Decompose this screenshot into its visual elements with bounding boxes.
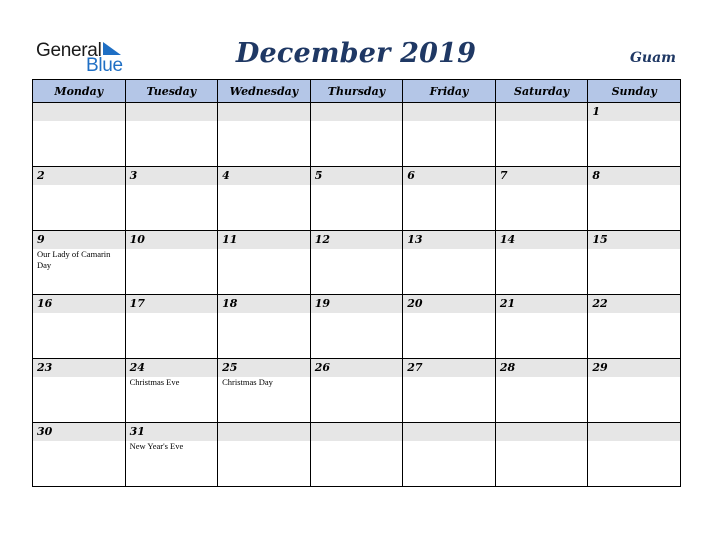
- day-cell[interactable]: [403, 423, 496, 487]
- weekday-header: Saturday: [495, 80, 588, 103]
- day-number-bar: [496, 423, 588, 441]
- day-number: 26: [314, 361, 330, 374]
- day-cell[interactable]: [495, 231, 588, 295]
- day-cell[interactable]: [495, 423, 588, 487]
- day-number: 5: [314, 169, 323, 182]
- day-number: 30: [37, 425, 53, 438]
- day-number-bar: [311, 423, 403, 441]
- day-number-bar: [311, 167, 403, 185]
- day-number: 12: [314, 233, 330, 246]
- day-number-bar: [311, 359, 403, 377]
- day-number: 6: [407, 169, 415, 182]
- day-number-bar: [311, 231, 403, 249]
- day-number: 31: [129, 425, 145, 438]
- day-number: 8: [592, 169, 601, 182]
- day-number: 13: [407, 233, 423, 246]
- day-number-bar: [496, 103, 588, 121]
- day-number-bar: [496, 359, 588, 377]
- day-number-bar: [126, 295, 218, 313]
- day-number: 28: [499, 361, 516, 374]
- day-number-bar: [403, 231, 495, 249]
- day-number: 21: [499, 297, 516, 310]
- day-cell[interactable]: [33, 231, 126, 295]
- day-number-bar: [218, 295, 310, 313]
- day-cell[interactable]: [33, 359, 126, 423]
- day-number-bar: [218, 167, 310, 185]
- day-number: 22: [592, 297, 608, 310]
- day-cell[interactable]: [588, 231, 681, 295]
- day-cell[interactable]: [588, 103, 681, 167]
- day-number: 10: [129, 233, 145, 246]
- day-number: 16: [37, 297, 53, 310]
- holiday-label: Our Lady of Camarin Day: [37, 249, 111, 270]
- day-number-bar: [588, 231, 680, 249]
- day-cell[interactable]: [588, 167, 681, 231]
- day-cell[interactable]: [310, 231, 403, 295]
- day-cell[interactable]: [125, 231, 218, 295]
- day-number-bar: [126, 167, 218, 185]
- page-title: December 2019: [235, 38, 477, 69]
- day-cell[interactable]: [218, 231, 311, 295]
- day-number-bar: [496, 167, 588, 185]
- day-cell[interactable]: [310, 295, 403, 359]
- day-cell[interactable]: [218, 167, 311, 231]
- holiday-label: Christmas Day: [222, 377, 273, 387]
- region-label: Guam: [629, 50, 676, 66]
- day-cell[interactable]: [403, 295, 496, 359]
- holiday-label: Christmas Eve: [129, 377, 180, 387]
- day-number: 29: [592, 361, 608, 374]
- day-cell[interactable]: [33, 295, 126, 359]
- weekday-header: Monday: [33, 80, 126, 103]
- day-cell[interactable]: [495, 295, 588, 359]
- day-number-bar: [311, 295, 403, 313]
- week-row: [33, 231, 681, 295]
- day-number: 7: [499, 169, 508, 182]
- day-number-bar: [403, 359, 495, 377]
- day-number-bar: [126, 359, 218, 377]
- day-number-bar: [33, 295, 125, 313]
- day-cell[interactable]: [218, 103, 311, 167]
- day-number: 1: [592, 105, 601, 118]
- day-number: 23: [37, 361, 53, 374]
- week-row: [33, 423, 681, 487]
- day-cell[interactable]: [125, 359, 218, 423]
- day-cell[interactable]: [33, 423, 126, 487]
- day-cell[interactable]: [310, 423, 403, 487]
- day-number-bar: [403, 167, 495, 185]
- weekday-header: Wednesday: [218, 80, 311, 103]
- day-number: 19: [314, 297, 330, 310]
- weekday-header: Thursday: [310, 80, 403, 103]
- day-number-bar: [126, 231, 218, 249]
- day-cell[interactable]: [495, 167, 588, 231]
- week-row: [33, 359, 681, 423]
- logo-text-general: General: [36, 40, 102, 61]
- day-number-bar: [218, 359, 310, 377]
- weekday-header-row: [33, 80, 681, 103]
- day-cell[interactable]: [125, 423, 218, 487]
- day-cell[interactable]: [588, 423, 681, 487]
- day-number-bar: [33, 103, 125, 121]
- day-cell[interactable]: [125, 167, 218, 231]
- weekday-header: Friday: [403, 80, 496, 103]
- day-number: 3: [129, 169, 138, 182]
- day-number: 17: [129, 297, 145, 310]
- day-number-bar: [588, 167, 680, 185]
- day-cell[interactable]: [588, 359, 681, 423]
- day-number: 14: [499, 233, 516, 246]
- day-number-bar: [403, 103, 495, 121]
- day-cell[interactable]: [218, 295, 311, 359]
- day-number: 20: [407, 297, 423, 310]
- day-number-bar: [126, 103, 218, 121]
- day-cell[interactable]: [403, 359, 496, 423]
- day-cell[interactable]: [33, 103, 126, 167]
- day-number-bar: [218, 423, 310, 441]
- day-number: 9: [37, 233, 45, 246]
- day-number: 2: [37, 169, 45, 182]
- day-number-bar: [33, 359, 125, 377]
- day-cell[interactable]: [218, 423, 311, 487]
- week-row: [33, 167, 681, 231]
- day-number-bar: [588, 423, 680, 441]
- week-row: [33, 103, 681, 167]
- day-number-bar: [588, 295, 680, 313]
- week-row: [33, 295, 681, 359]
- day-number-bar: [33, 423, 125, 441]
- logo-text-blue: Blue: [86, 55, 123, 76]
- holiday-label: New Year's Eve: [129, 441, 184, 451]
- day-cell[interactable]: [403, 231, 496, 295]
- day-cell[interactable]: [125, 103, 218, 167]
- day-cell[interactable]: [588, 295, 681, 359]
- day-number-bar: [33, 231, 125, 249]
- day-cell[interactable]: [403, 167, 496, 231]
- day-number-bar: [403, 423, 495, 441]
- day-number: 27: [407, 361, 423, 374]
- day-cell[interactable]: [33, 167, 126, 231]
- day-number-bar: [403, 295, 495, 313]
- day-cell[interactable]: [218, 359, 311, 423]
- day-number: 18: [222, 297, 238, 310]
- day-cell[interactable]: [495, 359, 588, 423]
- day-number: 24: [129, 361, 145, 374]
- day-number-bar: [588, 103, 680, 121]
- day-number-bar: [496, 295, 588, 313]
- day-cell[interactable]: [125, 295, 218, 359]
- day-cell[interactable]: [403, 103, 496, 167]
- day-number: 4: [222, 169, 230, 182]
- calendar-grid: [32, 79, 681, 487]
- day-number: 15: [592, 233, 608, 246]
- day-number-bar: [33, 167, 125, 185]
- day-cell[interactable]: [310, 359, 403, 423]
- day-cell[interactable]: [310, 167, 403, 231]
- day-number: 11: [222, 233, 238, 246]
- day-number-bar: [496, 231, 588, 249]
- day-cell[interactable]: [310, 103, 403, 167]
- day-number-bar: [126, 423, 218, 441]
- day-number-bar: [588, 359, 680, 377]
- day-number: 25: [222, 361, 238, 374]
- weekday-header: Tuesday: [125, 80, 218, 103]
- day-number-bar: [218, 103, 310, 121]
- day-cell[interactable]: [495, 103, 588, 167]
- weekday-header: Sunday: [588, 80, 681, 103]
- day-number-bar: [218, 231, 310, 249]
- day-number-bar: [311, 103, 403, 121]
